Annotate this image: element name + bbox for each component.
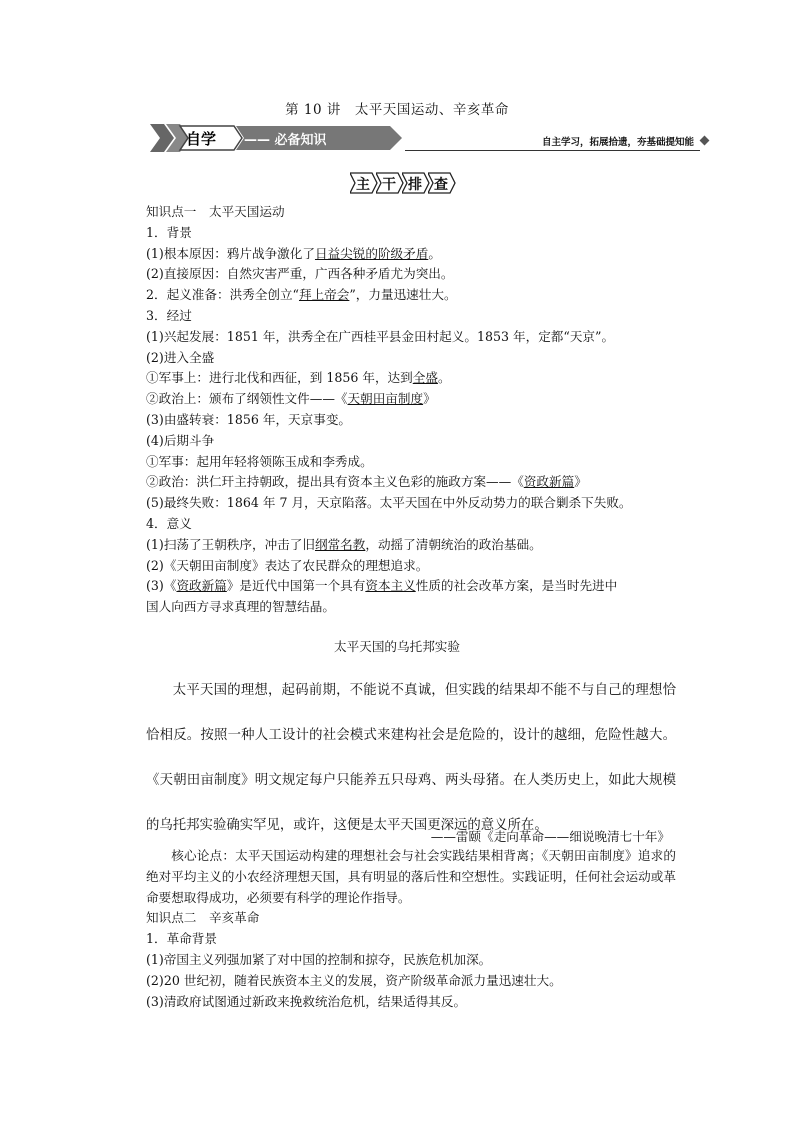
chip-4: 查 bbox=[428, 172, 456, 194]
kp2-title: 知识点二 辛亥革命 bbox=[146, 910, 260, 926]
chip-1: 主 bbox=[350, 172, 378, 194]
knowledge-point-1 bbox=[146, 202, 676, 618]
kp1-s2: 2．起义准备：洪秀全创立“拜上帝会”，力量迅速壮大。 bbox=[146, 287, 457, 303]
kp2-s1b: (2)20 世纪初，随着民族资本主义的发展，资产阶级革命派力量迅速壮大。 bbox=[146, 972, 562, 988]
kp1-s4b: (2)《天朝田亩制度》表达了农民群众的理想追求。 bbox=[146, 557, 429, 573]
kp2-s1c: (3)清政府试图通过新政来挽救统治危机，结果适得其反。 bbox=[146, 993, 467, 1009]
section-banner bbox=[150, 124, 710, 152]
chip-3: 排 bbox=[402, 172, 430, 194]
kp1-s4c: (3)《资政新篇》是近代中国第一个具有资本主义性质的社会改革方案，是当时先进中 bbox=[146, 578, 618, 594]
kp1-s4: 4．意义 bbox=[146, 515, 192, 531]
banner-subtitle: —— 必备知识 bbox=[244, 133, 327, 148]
kp1-s3d1: ①军事：起用年轻将领陈玉成和李秀成。 bbox=[146, 453, 373, 469]
kp1-s3d: (4)后期斗争 bbox=[146, 432, 215, 448]
kp1-s3e: (5)最终失败：1864 年 7 月，天京陷落。太平天国在中外反动势力的联合剿杀下失败。 bbox=[146, 495, 632, 511]
article-paragraph: 太平天国的理想，起码前期，不能说不真诚，但实践的结果却不能不与自己的理想恰恰相反。按照一种人工设计的社会模式来建构社会是危险的，设计的越细，危险性越大。《天朝田亩制度》明文规定每户只能养五只母鸡、两头母猪。在人类历史上，如此大规模的乌托邦实验确实罕见，或许，这便是太平天国更深远的意义所在。 bbox=[146, 683, 676, 833]
kp1-s3c: (3)由盛转衰：1856 年，天京事变。 bbox=[146, 411, 352, 427]
diamond-icon bbox=[700, 136, 710, 146]
kp1-s4c-line2: 国人向西方寻求真理的智慧结晶。 bbox=[146, 599, 335, 615]
kp1-s3b2: ②政治上：颁布了纲领性文件——《天朝田亩制度》 bbox=[146, 391, 436, 407]
kp1-s3a: (1)兴起发展：1851 年，洪秀全在广西桂平县金田村起义。1853 年，定都“天京”。 bbox=[146, 328, 615, 344]
kp1-s3d2: ②政治：洪仁玕主持朝政，提出具有资本主义色彩的施政方案——《资政新篇》 bbox=[146, 474, 587, 490]
section-heading-chips bbox=[350, 172, 454, 194]
kp1-s4a: (1)扫荡了王朝秩序，冲击了旧纲常名教，动摇了清朝统治的政治基础。 bbox=[146, 536, 542, 552]
banner-label: 自学 bbox=[186, 130, 217, 148]
kp1-s1a: (1)根本原因：鸦片战争激化了日益尖锐的阶级矛盾。 bbox=[146, 245, 441, 261]
kp1-s1b: (2)直接原因：自然灾害严重，广西各种矛盾尤为突出。 bbox=[146, 266, 454, 282]
kp2-s1a: (1)帝国主义列强加紧了对中国的控制和掠夺，民族危机加深。 bbox=[146, 951, 492, 967]
lesson-title: 第 10 讲 太平天国运动、辛亥革命 bbox=[285, 102, 509, 118]
core-and-kp2 bbox=[146, 846, 676, 1012]
article-title: 太平天国的乌托邦实验 bbox=[334, 639, 460, 654]
chip-2: 干 bbox=[376, 172, 404, 194]
banner-rule bbox=[405, 150, 700, 151]
kp1-s1: 1．背景 bbox=[146, 224, 192, 240]
banner-tagline: 自主学习，拓展拾遗，夯基础提知能 bbox=[541, 137, 694, 148]
kp1-title: 知识点一 太平天国运动 bbox=[146, 204, 285, 219]
kp1-s3b1: ①军事上：进行北伐和西征，到 1856 年，达到全盛。 bbox=[146, 370, 451, 386]
core-argument: 核心论点：太平天国运动构建的理想社会与社会实践结果相背离；《天朝田亩制度》追求的绝对平均主义的小农经济理想天国，具有明显的落后性和空想性。实践证明，任何社会运动或革命要想取得成功，必须要有科学的理论作指导。 bbox=[146, 848, 676, 905]
kp1-s3b: (2)进入全盛 bbox=[146, 349, 215, 365]
article-source: ——雷颐《走向革命——细说晚清七十年》 bbox=[430, 829, 670, 844]
kp2-s1: 1．革命背景 bbox=[146, 931, 217, 947]
kp1-s3: 3．经过 bbox=[146, 307, 192, 323]
article-body bbox=[146, 668, 676, 848]
